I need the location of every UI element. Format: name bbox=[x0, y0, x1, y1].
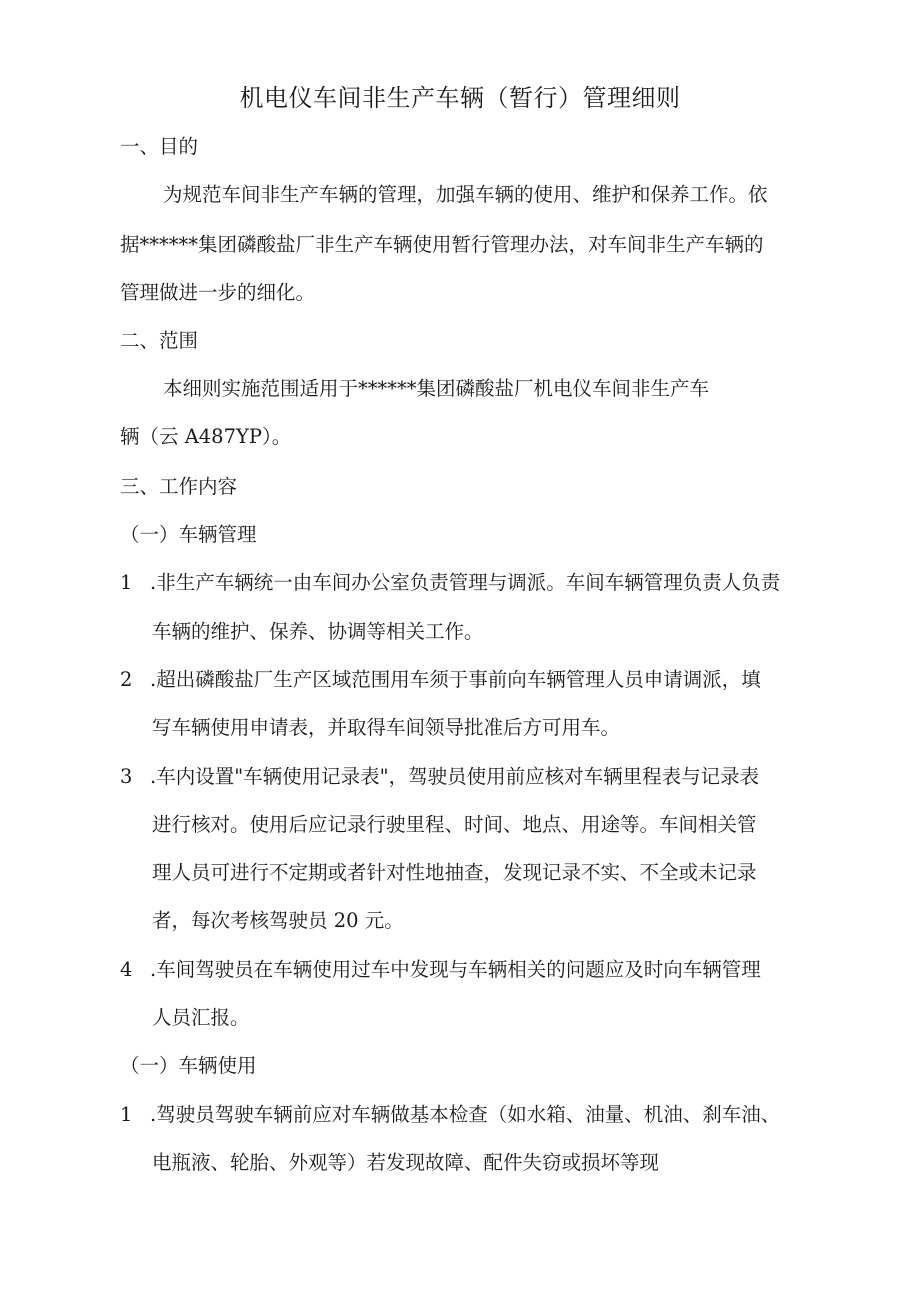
list-number: 2 bbox=[120, 668, 133, 691]
list-item-2-line-1 bbox=[120, 666, 761, 694]
section-heading-purpose: 一、目的 bbox=[120, 135, 199, 158]
list-number: 1 bbox=[120, 571, 133, 594]
list-text: .车间驾驶员在车辆使用过车中发现与车辆相关的问题应及时向车辆管理 bbox=[150, 958, 761, 981]
purpose-line-2: 据******集团磷酸盐厂非生产车辆使用暂行管理办法，对车间非生产车辆的 bbox=[120, 233, 764, 256]
list-number: 3 bbox=[120, 765, 133, 788]
purpose-line-1: 为规范车间非生产车辆的管理，加强车辆的使用、维护和保养工作。依 bbox=[163, 183, 768, 206]
list-text: .超出磷酸盐厂生产区域范围用车须于事前向车辆管理人员申请调派，填 bbox=[150, 668, 761, 691]
list-item-1-line-2: 车辆的维护、保养、协调等相关工作。 bbox=[152, 620, 484, 643]
section-heading-content: 三、工作内容 bbox=[120, 475, 238, 498]
list-text: .车内设置"车辆使用记录表"，驾驶员使用前应核对车辆里程表与记录表 bbox=[150, 765, 760, 788]
list-item-3-line-1 bbox=[120, 763, 759, 791]
list-number: 4 bbox=[120, 958, 133, 981]
document-title: 机电仪车间非生产车辆（暂行）管理细则 bbox=[239, 84, 681, 112]
scope-line-2: 辆（云 A487YP）。 bbox=[120, 425, 292, 448]
list-item-2-line-2: 写车辆使用申请表，并取得车间领导批准后方可用车。 bbox=[152, 716, 621, 739]
subsection-heading-vehicle-management: （一）车辆管理 bbox=[120, 523, 257, 546]
list-text: .非生产车辆统一由车间办公室负责管理与调派。车间车辆管理负责人负责 bbox=[150, 571, 781, 594]
list-item-3-line-3: 理人员可进行不定期或者针对性地抽查，发现记录不实、不全或未记录 bbox=[152, 861, 757, 884]
list-item-4-line-2: 人员汇报。 bbox=[152, 1006, 250, 1029]
purpose-line-3: 管理做进一步的细化。 bbox=[120, 281, 316, 304]
list-item-3-line-2: 进行核对。使用后应记录行驶里程、时间、地点、用途等。车间相关管 bbox=[152, 813, 757, 836]
scope-line-1: 本细则实施范围适用于******集团磷酸盐厂机电仪车间非生产车 bbox=[163, 377, 710, 400]
subsection-heading-vehicle-use: （一）车辆使用 bbox=[120, 1054, 257, 1077]
list-item-1-line-1 bbox=[120, 569, 780, 597]
list-item-3-line-4: 者，每次考核驾驶员 20 元。 bbox=[152, 909, 404, 932]
list-item-4-line-1 bbox=[120, 956, 761, 984]
list-number: 1 bbox=[120, 1103, 133, 1126]
list-text: .驾驶员驾驶车辆前应对车辆做基本检查（如水箱、油量、机油、刹车油、 bbox=[150, 1103, 781, 1126]
use-item-1-line-1 bbox=[120, 1101, 780, 1129]
use-item-1-line-2: 电瓶液、轮胎、外观等）若发现故障、配件失窃或损坏等现 bbox=[152, 1151, 660, 1174]
section-heading-scope: 二、范围 bbox=[120, 329, 199, 352]
